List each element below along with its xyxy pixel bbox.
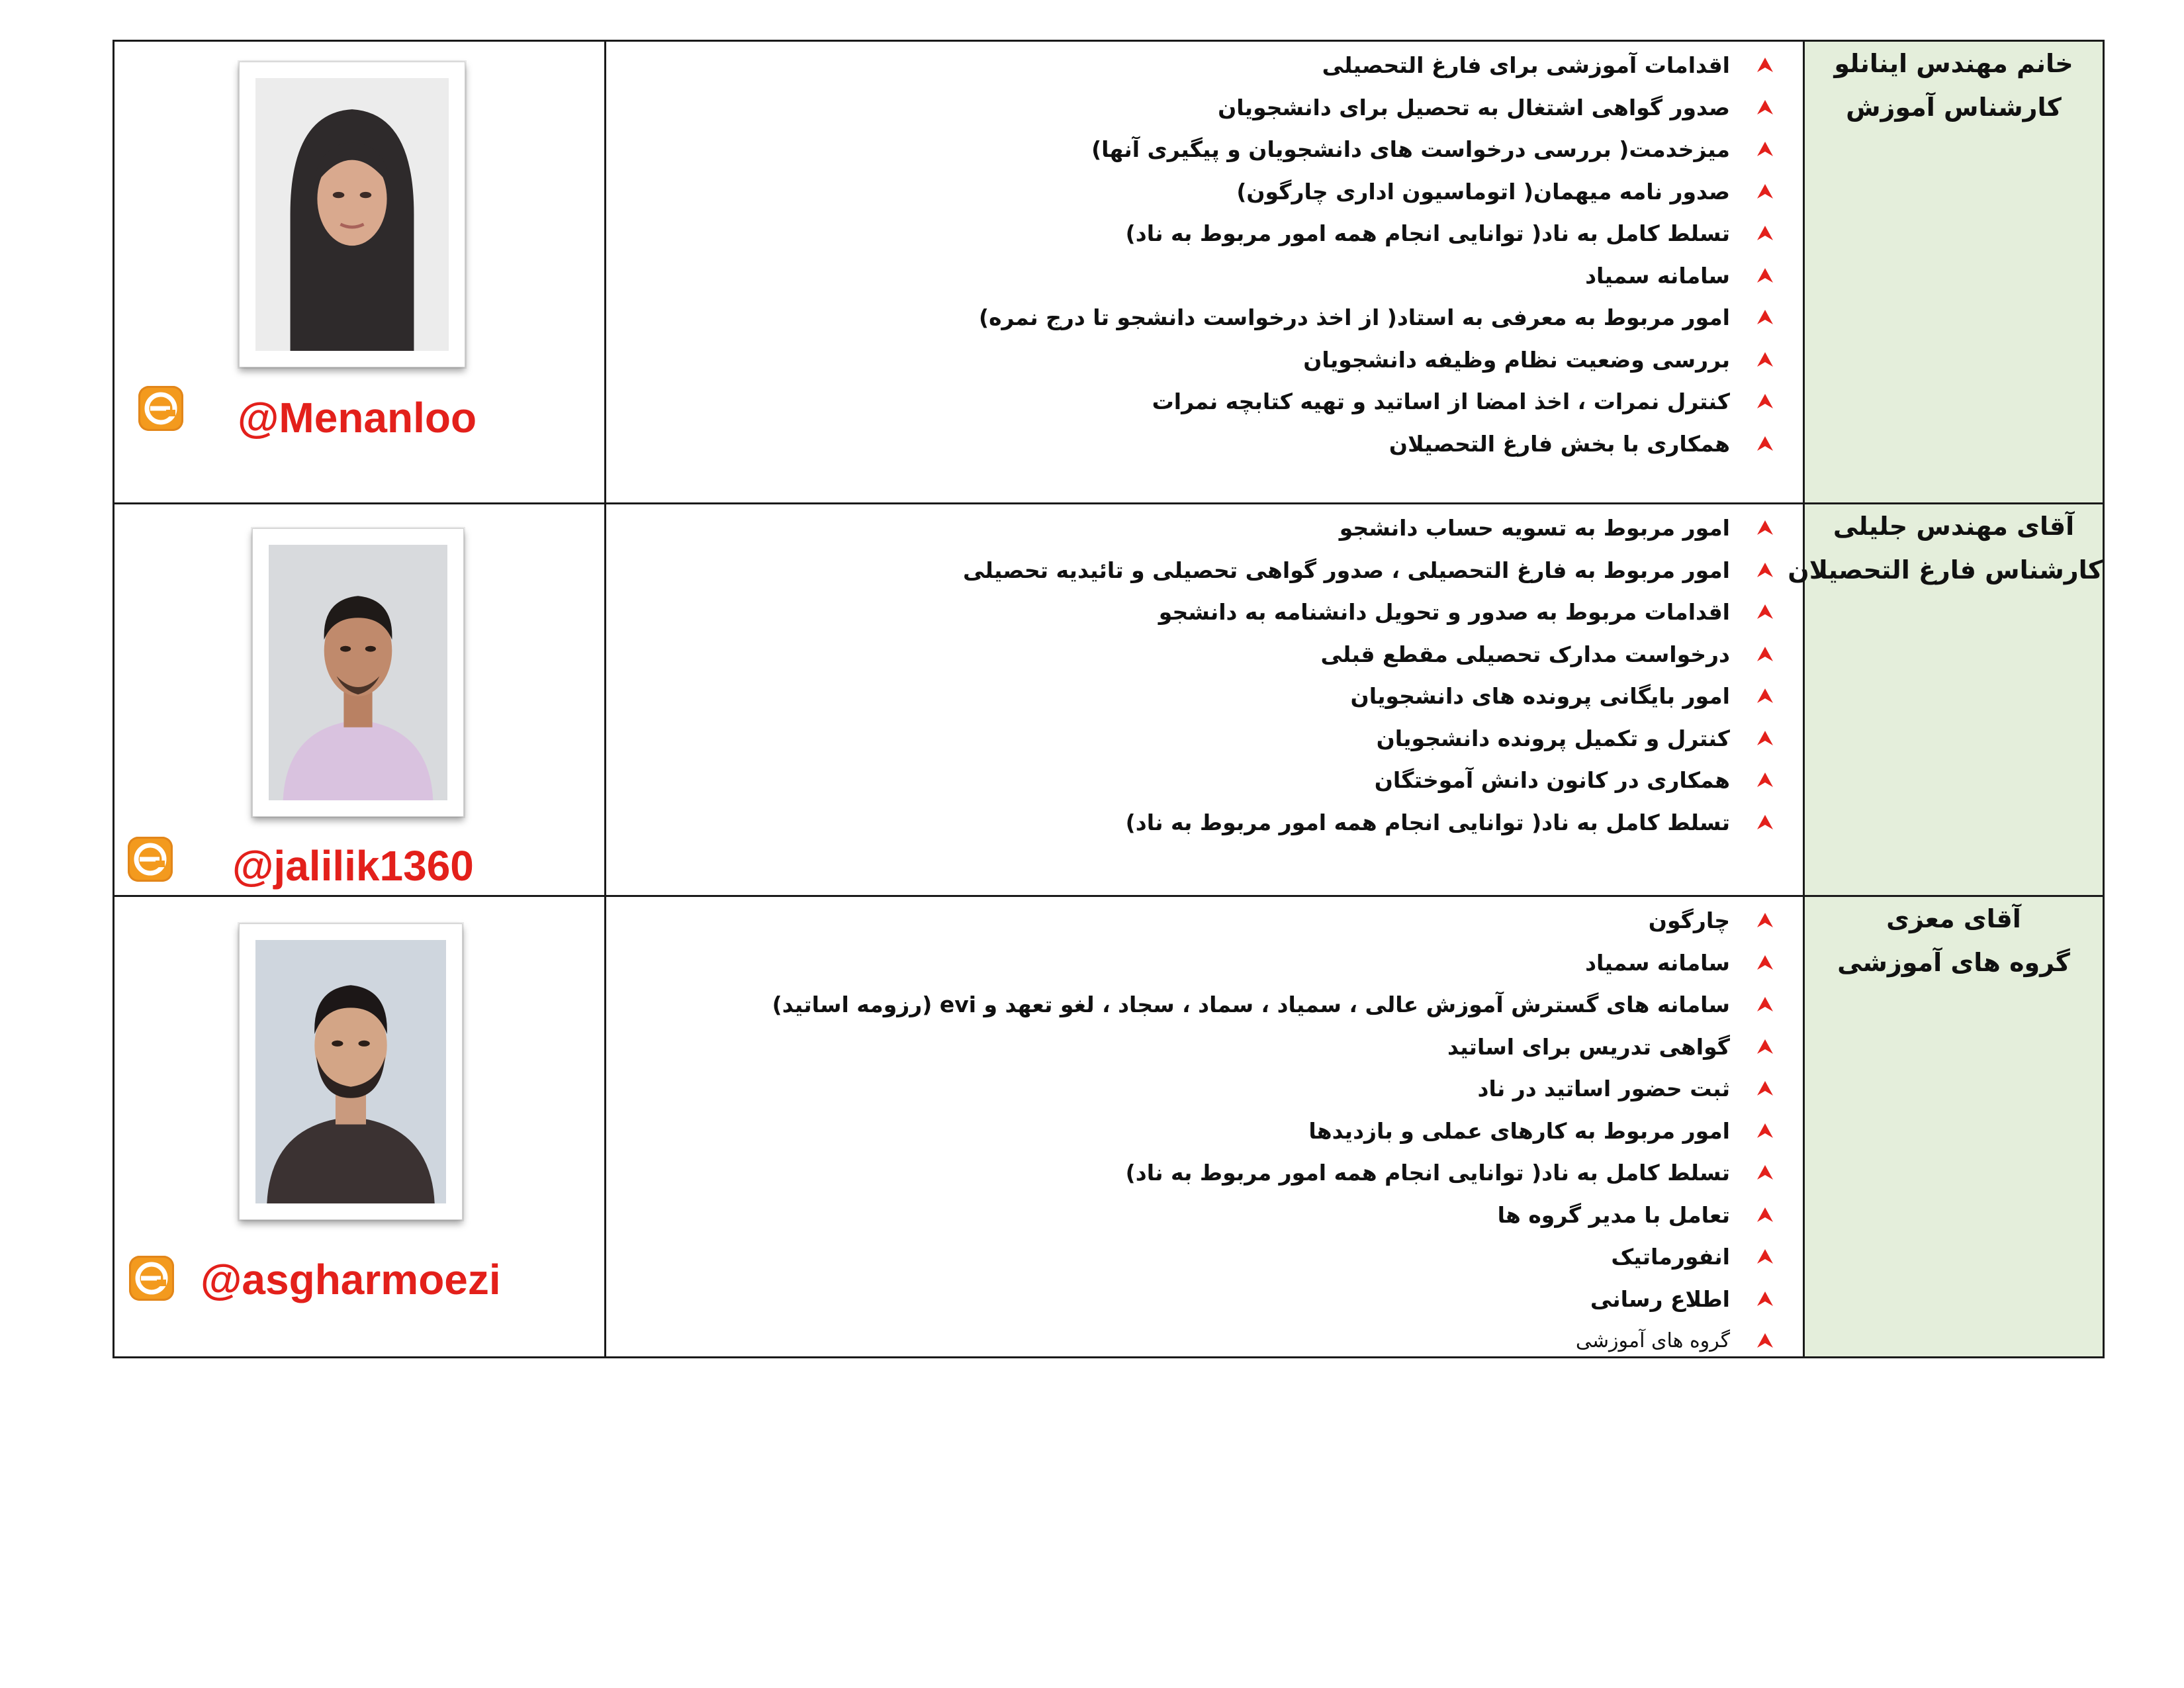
duty-text: امور مربوط به تسویه حساب دانشجو bbox=[1339, 515, 1730, 541]
duty-text: تسلط کامل به ناد( توانایی انجام همه امور مربوط به ناد) bbox=[1125, 220, 1730, 246]
duty-text: صدور نامه میهمان( اتوماسیون اداری چارگون) bbox=[1236, 178, 1730, 205]
photo-cell bbox=[114, 896, 606, 1358]
name-cell bbox=[1804, 41, 2104, 504]
portrait-woman-hijab-icon bbox=[255, 78, 449, 351]
staff-role: گروه های آموزشی bbox=[1837, 948, 2070, 977]
duty-text: میزخدمت( بررسی درخواست های دانشجویان و پیگیری آنها) bbox=[1091, 136, 1730, 162]
staff-role: کارشناس آموزش bbox=[1846, 93, 2062, 122]
red-chevron-up-icon bbox=[1755, 1289, 1775, 1309]
eitaa-icon[interactable] bbox=[129, 1256, 174, 1301]
red-chevron-up-icon bbox=[1755, 770, 1775, 790]
duties-cell bbox=[606, 896, 1804, 1358]
duty-text: گواهی تدریس برای اساتید bbox=[1447, 1033, 1730, 1060]
list-item bbox=[979, 297, 1730, 339]
staff-photo bbox=[252, 528, 464, 817]
list-item bbox=[772, 1068, 1730, 1110]
duty-text: اطلاع رسانی bbox=[1590, 1286, 1730, 1312]
red-chevron-up-icon bbox=[1755, 265, 1775, 285]
red-chevron-up-icon bbox=[1755, 1205, 1775, 1225]
red-chevron-up-icon bbox=[1755, 1246, 1775, 1266]
red-chevron-up-icon bbox=[1755, 994, 1775, 1014]
red-chevron-up-icon bbox=[1755, 560, 1775, 580]
eitaa-icon[interactable] bbox=[128, 837, 173, 882]
duty-text: ثبت حضور اساتید در ناد bbox=[1477, 1076, 1730, 1102]
photo-cell bbox=[114, 504, 606, 896]
list-item bbox=[772, 1320, 1730, 1362]
duty-text: بررسی وضعیت نظام وظیفه دانشجویان bbox=[1303, 346, 1730, 373]
duty-text: تسلط کامل به ناد( توانایی انجام همه امور مربوط به ناد) bbox=[1125, 1160, 1730, 1186]
handle-link[interactable]: @asgharmoezi bbox=[201, 1256, 501, 1303]
red-chevron-up-icon bbox=[1755, 223, 1775, 243]
duty-text: سامانه سمیاد bbox=[1585, 262, 1730, 289]
name-cell bbox=[1788, 504, 2104, 896]
red-chevron-up-icon bbox=[1755, 181, 1775, 201]
red-chevron-up-icon bbox=[1755, 728, 1775, 748]
red-chevron-up-icon bbox=[1755, 644, 1775, 664]
duty-text: تسلط کامل به ناد( توانایی انجام همه امور مربوط به ناد) bbox=[1125, 809, 1730, 835]
red-chevron-up-icon bbox=[1755, 391, 1775, 411]
red-chevron-up-icon bbox=[1755, 953, 1775, 972]
duty-text: سامانه سمیاد bbox=[1585, 949, 1730, 976]
list-item bbox=[772, 1236, 1730, 1278]
red-chevron-up-icon bbox=[1755, 434, 1775, 453]
red-chevron-up-icon bbox=[1755, 55, 1775, 75]
list-item bbox=[979, 255, 1730, 297]
red-chevron-up-icon bbox=[1755, 1162, 1775, 1182]
staff-role: کارشناس فارغ التحصیلان bbox=[1788, 555, 2103, 585]
duty-text: اقدامات مربوط به صدور و تحویل دانشنامه به دانشجو bbox=[1158, 599, 1730, 625]
list-item bbox=[979, 128, 1730, 171]
staff-photo bbox=[239, 923, 463, 1220]
list-item bbox=[772, 1278, 1730, 1321]
red-chevron-up-icon bbox=[1755, 518, 1775, 538]
list-item bbox=[963, 802, 1730, 844]
list-item bbox=[772, 1152, 1730, 1194]
red-chevron-up-icon bbox=[1755, 812, 1775, 832]
duty-text: سامانه های گسترش آموزش عالی ، سمیاد ، سماد ، سجاد ، لغو تعهد و evi (رزومه اساتید) bbox=[772, 992, 1730, 1017]
list-item bbox=[979, 171, 1730, 213]
list-item bbox=[963, 591, 1730, 633]
staff-row bbox=[114, 41, 2104, 504]
staff-name: خانم مهندس اینانلو bbox=[1834, 49, 2073, 78]
duty-text: چارگون bbox=[1648, 908, 1730, 933]
duty-text: همکاری با بخش فارغ التحصیلان bbox=[1388, 430, 1730, 457]
duty-text: امور مربوط به کارهای عملی و بازدیدها bbox=[1308, 1117, 1730, 1144]
list-item bbox=[963, 633, 1730, 676]
handle-link[interactable]: @Menanloo bbox=[238, 394, 477, 442]
duty-text: امور بایگانی پرونده های دانشجویان bbox=[1350, 683, 1730, 709]
list-item bbox=[979, 87, 1730, 129]
list-item bbox=[772, 942, 1730, 984]
duties-cell bbox=[606, 504, 1804, 896]
portrait-man-beard-icon bbox=[255, 940, 446, 1203]
duty-text: امور مربوط به فارغ التحصیلی ، صدور گواهی تحصیلی و تائیدیه تحصیلی bbox=[963, 557, 1730, 583]
duties-list bbox=[772, 900, 1730, 1362]
list-item bbox=[772, 1110, 1730, 1152]
duty-text: درخواست مدارک تحصیلی مقطع قبلی bbox=[1320, 641, 1730, 667]
red-chevron-up-icon bbox=[1755, 139, 1775, 159]
list-item bbox=[979, 339, 1730, 381]
list-item bbox=[963, 549, 1730, 592]
red-chevron-up-icon bbox=[1755, 97, 1775, 117]
duty-text: تعامل با مدیر گروه ها bbox=[1497, 1201, 1730, 1228]
list-item bbox=[963, 759, 1730, 802]
red-chevron-up-icon bbox=[1755, 307, 1775, 327]
red-chevron-up-icon bbox=[1755, 602, 1775, 622]
photo-cell bbox=[114, 41, 606, 504]
duty-text: همکاری در کانون دانش آموختگان bbox=[1374, 767, 1730, 793]
duty-text: صدور گواهی اشتغال به تحصیل برای دانشجویان bbox=[1218, 94, 1730, 120]
staff-photo bbox=[239, 62, 465, 367]
duties-cell bbox=[606, 41, 1804, 504]
list-item bbox=[979, 212, 1730, 255]
list-item bbox=[979, 423, 1730, 465]
staff-row bbox=[114, 896, 2104, 1358]
red-chevron-up-icon bbox=[1755, 686, 1775, 706]
duties-list bbox=[979, 44, 1730, 465]
duty-text: اقدامات آموزشی برای فارغ التحصیلی bbox=[1322, 52, 1730, 78]
red-chevron-up-icon bbox=[1755, 1121, 1775, 1141]
duty-text: انفورماتیک bbox=[1611, 1244, 1730, 1270]
red-chevron-up-icon bbox=[1755, 1037, 1775, 1056]
eitaa-icon[interactable] bbox=[138, 386, 183, 431]
list-item bbox=[979, 44, 1730, 87]
portrait-man-icon bbox=[269, 545, 447, 800]
staff-row bbox=[114, 504, 2104, 896]
list-item bbox=[772, 1026, 1730, 1068]
list-item bbox=[979, 381, 1730, 423]
duty-text: گروه های آموزشی bbox=[1575, 1329, 1730, 1352]
list-item bbox=[772, 1194, 1730, 1237]
list-item bbox=[772, 900, 1730, 942]
red-chevron-up-icon bbox=[1755, 350, 1775, 369]
staff-table bbox=[113, 40, 2105, 1358]
list-item bbox=[963, 718, 1730, 760]
duties-list bbox=[963, 507, 1730, 843]
duty-text: کنترل نمرات ، اخذ امضا از اساتید و تهیه کتابچه نمرات bbox=[1152, 389, 1730, 414]
staff-name: آقای مهندس جلیلی bbox=[1833, 512, 2075, 541]
list-item bbox=[772, 984, 1730, 1026]
handle-link[interactable]: @jalilik1360 bbox=[232, 842, 474, 890]
red-chevron-up-icon bbox=[1755, 1331, 1775, 1350]
list-item bbox=[963, 675, 1730, 718]
red-chevron-up-icon bbox=[1755, 910, 1775, 930]
duty-text: کنترل و تکمیل پرونده دانشجویان bbox=[1376, 725, 1730, 751]
staff-name: آقای معزی bbox=[1886, 904, 2021, 933]
red-chevron-up-icon bbox=[1755, 1078, 1775, 1098]
list-item bbox=[963, 507, 1730, 549]
name-cell bbox=[1804, 896, 2104, 1358]
duty-text: امور مربوط به معرفی به استاد( از اخذ درخواست دانشجو تا درج نمره) bbox=[978, 305, 1730, 330]
